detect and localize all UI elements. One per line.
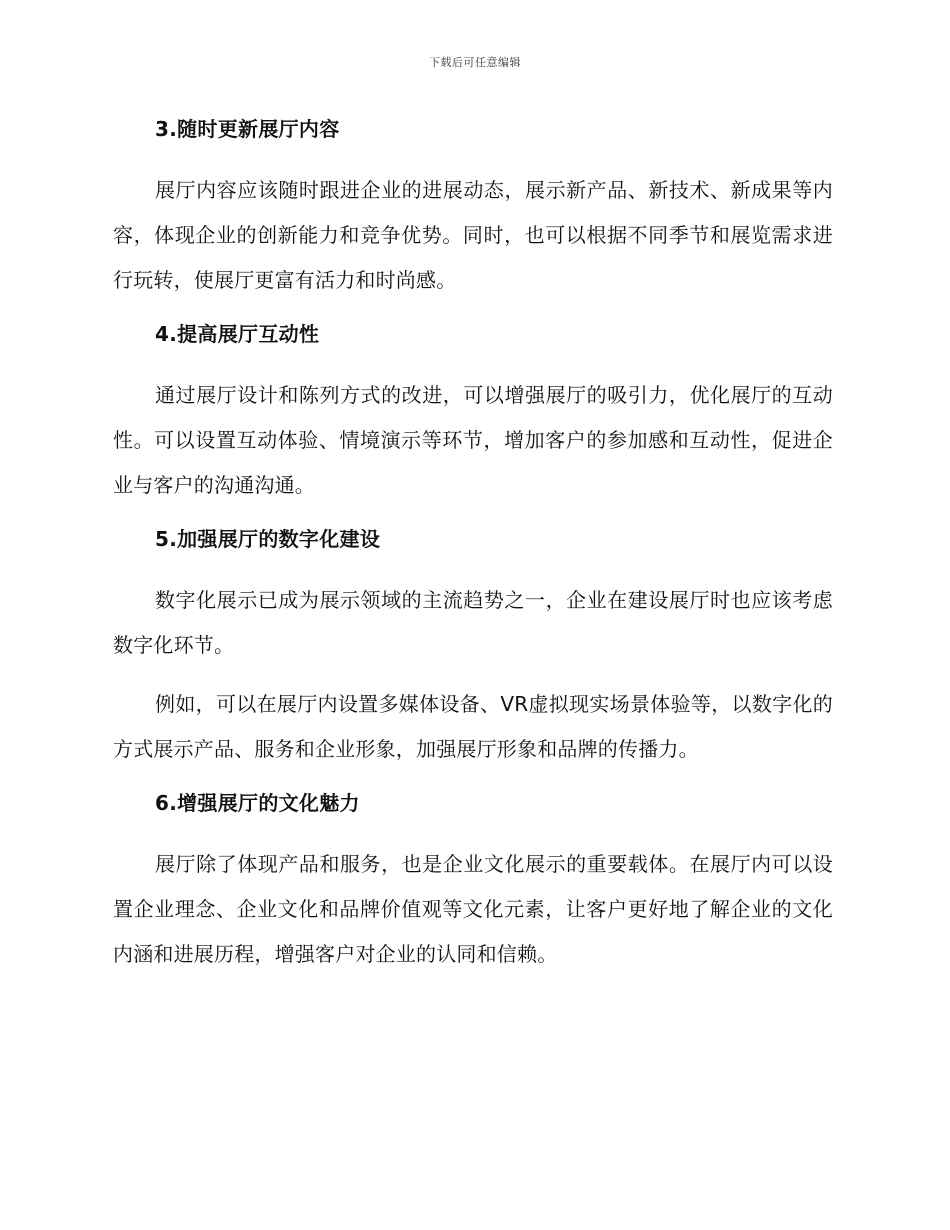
section-heading: 4.提高展厅互动性 xyxy=(155,322,320,346)
paragraph: 展厅内容应该随时跟进企业的进展动态，展示新产品、新技术、新成果等内容，体现企业的创新能力和竞争优势。同时，也可以根据不同季节和展览需求进行玩转，使展厅更富有活力和时尚感。 xyxy=(113,178,833,292)
paragraph: 通过展厅设计和陈列方式的改进，可以增强展厅的吸引力，优化展厅的互动性。可以设置互动体验、情境演示等环节，增加客户的参加感和互动性，促进企业与客户的沟通沟通。 xyxy=(113,383,833,497)
section-heading: 6.增强展厅的文化魅力 xyxy=(155,791,360,815)
paragraph: 数字化展示已成为展示领域的主流趋势之一，企业在建设展厅时也应该考虑数字化环节。 xyxy=(113,588,833,657)
section-digitalization xyxy=(113,522,833,772)
page-header: 下载后可任意编辑 xyxy=(429,56,521,69)
paragraph: 展厅除了体现产品和服务，也是企业文化展示的重要载体。在展厅内可以设置企业理念、企业文化和品牌价值观等文化元素，让客户更好地了解企业的文化内涵和进展历程，增强客户对企业的认同和信赖。 xyxy=(113,852,833,966)
section-heading: 3.随时更新展厅内容 xyxy=(155,117,340,141)
section-heading: 5.加强展厅的数字化建设 xyxy=(155,527,381,551)
document-body xyxy=(113,112,833,991)
section-culture xyxy=(113,786,833,977)
section-interactivity xyxy=(113,317,833,508)
section-update-content xyxy=(113,112,833,303)
paragraph: 例如，可以在展厅内设置多媒体设备、VR虚拟现实场景体验等，以数字化的方式展示产品、服务和企业形象，加强展厅形象和品牌的传播力。 xyxy=(113,692,833,761)
